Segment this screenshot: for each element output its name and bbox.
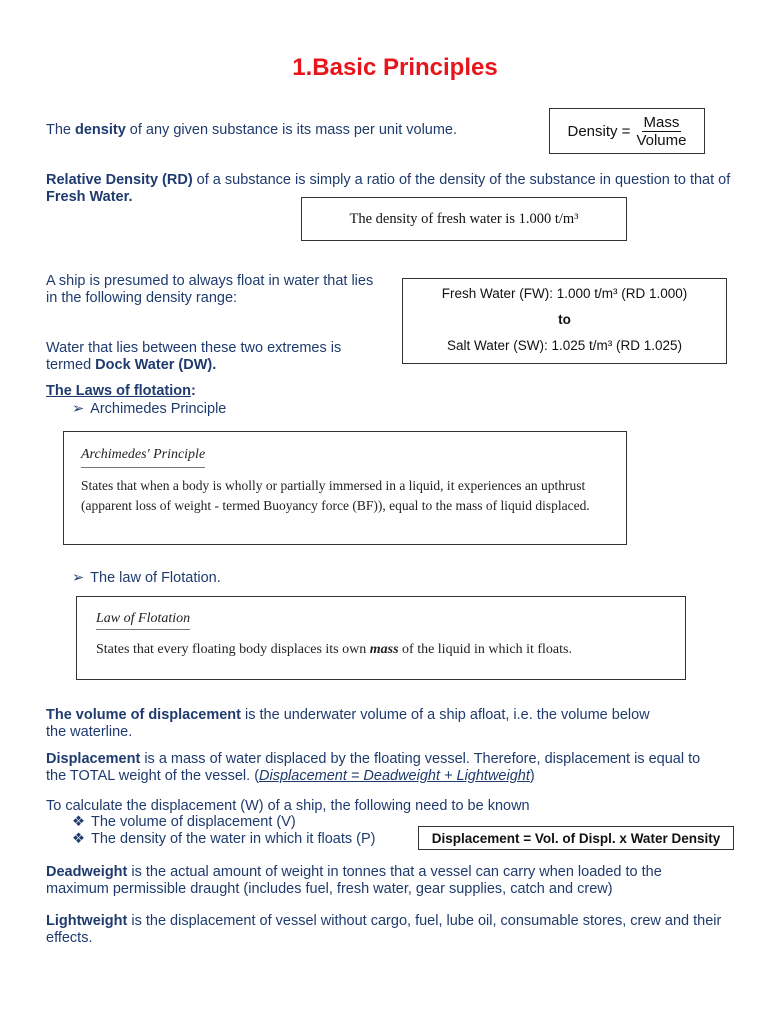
dock-water-paragraph: Water that lies between these two extremes is termed Dock Water (DW). bbox=[46, 340, 342, 373]
density-range-paragraph: A ship is presumed to always float in water that lies in the following density range: bbox=[46, 273, 374, 306]
page-title: 1.Basic Principles bbox=[292, 54, 498, 81]
list-item-archimedes: ➢ Archimedes Principle bbox=[72, 401, 227, 417]
relative-density-term: Relative Density (RD) bbox=[46, 172, 193, 188]
density-fraction bbox=[636, 114, 686, 149]
deadweight-paragraph: Deadweight is the actual amount of weight in tonnes that a vessel can carry when loaded to the maximum permissible draught (includes fuel, fresh water, gear supplies, catch and crew) bbox=[46, 864, 662, 897]
archimedes-box bbox=[63, 431, 627, 545]
density-paragraph: The density of any given substance is its mass per unit volume. bbox=[46, 122, 458, 138]
volume-displacement-term: The volume of displacement bbox=[46, 707, 241, 723]
flotation-box bbox=[76, 596, 686, 680]
laws-heading: The Laws of flotation: bbox=[46, 383, 196, 399]
relative-density-paragraph: Relative Density (RD) of a substance is simply a ratio of the density of the substance in question to that of Fresh Water. bbox=[46, 172, 731, 205]
archimedes-title: Archimedes' Principle bbox=[81, 445, 205, 468]
lightweight-term: Lightweight bbox=[46, 913, 128, 929]
lightweight-paragraph: Lightweight is the displacement of vessel without cargo, fuel, lube oil, consumable stores, crew and their effects. bbox=[46, 913, 722, 946]
arrow-bullet-icon: ➢ bbox=[72, 570, 85, 586]
displacement-term: Displacement bbox=[46, 751, 141, 767]
diamond-bullet-icon: ❖ bbox=[72, 831, 85, 847]
fresh-water-line: Fresh Water (FW): 1.000 t/m³ (RD 1.000) bbox=[441, 286, 688, 301]
fresh-water-density-box: The density of fresh water is 1.000 t/m³ bbox=[301, 197, 627, 241]
flotation-title: Law of Flotation bbox=[96, 611, 190, 630]
displacement-formula: Displacement = Deadweight + Lightweight bbox=[259, 768, 530, 784]
density-term: density bbox=[75, 122, 126, 138]
dock-water-term: Dock Water (DW). bbox=[95, 357, 217, 373]
arrow-bullet-icon: ➢ bbox=[72, 401, 85, 417]
calc-intro: To calculate the displacement (W) of a ship, the following need to be known bbox=[46, 798, 530, 814]
deadweight-term: Deadweight bbox=[46, 864, 128, 880]
volume-displacement-paragraph: The volume of displacement is the underwater volume of a ship afloat, i.e. the volume below the waterline. bbox=[46, 707, 650, 740]
list-item-flotation: ➢ The law of Flotation. bbox=[72, 570, 221, 586]
archimedes-body: States that when a body is wholly or partially immersed in a liquid, it experiences an upthrust (apparent loss of weight - termed Buoyancy force (BF)), equal to the mass of liquid displaced. bbox=[81, 478, 590, 513]
list-item-water-density: ❖ The density of the water in which it floats (P) bbox=[72, 831, 376, 847]
flotation-body: States that every floating body displaces its own mass of the liquid in which it floats. bbox=[96, 642, 572, 657]
density-formula-lhs: Density = bbox=[567, 122, 631, 140]
to-line: to bbox=[558, 312, 571, 327]
density-numerator: Mass bbox=[643, 113, 680, 131]
salt-water-line: Salt Water (SW): 1.025 t/m³ (RD 1.025) bbox=[446, 338, 683, 353]
density-formula-box bbox=[549, 108, 705, 154]
density-denominator: Volume bbox=[636, 131, 687, 149]
diamond-bullet-icon: ❖ bbox=[72, 814, 85, 830]
displacement-paragraph: Displacement is a mass of water displaced by the floating vessel. Therefore, displacement is equal to the TOTAL weight of the vessel. (Displacement = Deadweight + Lightweight) bbox=[46, 751, 701, 784]
density-range-box bbox=[402, 278, 727, 364]
list-item-volume: ❖ The volume of displacement (V) bbox=[72, 814, 296, 830]
displacement-formula-box: Displacement = Vol. of Displ. x Water Density bbox=[418, 826, 734, 850]
